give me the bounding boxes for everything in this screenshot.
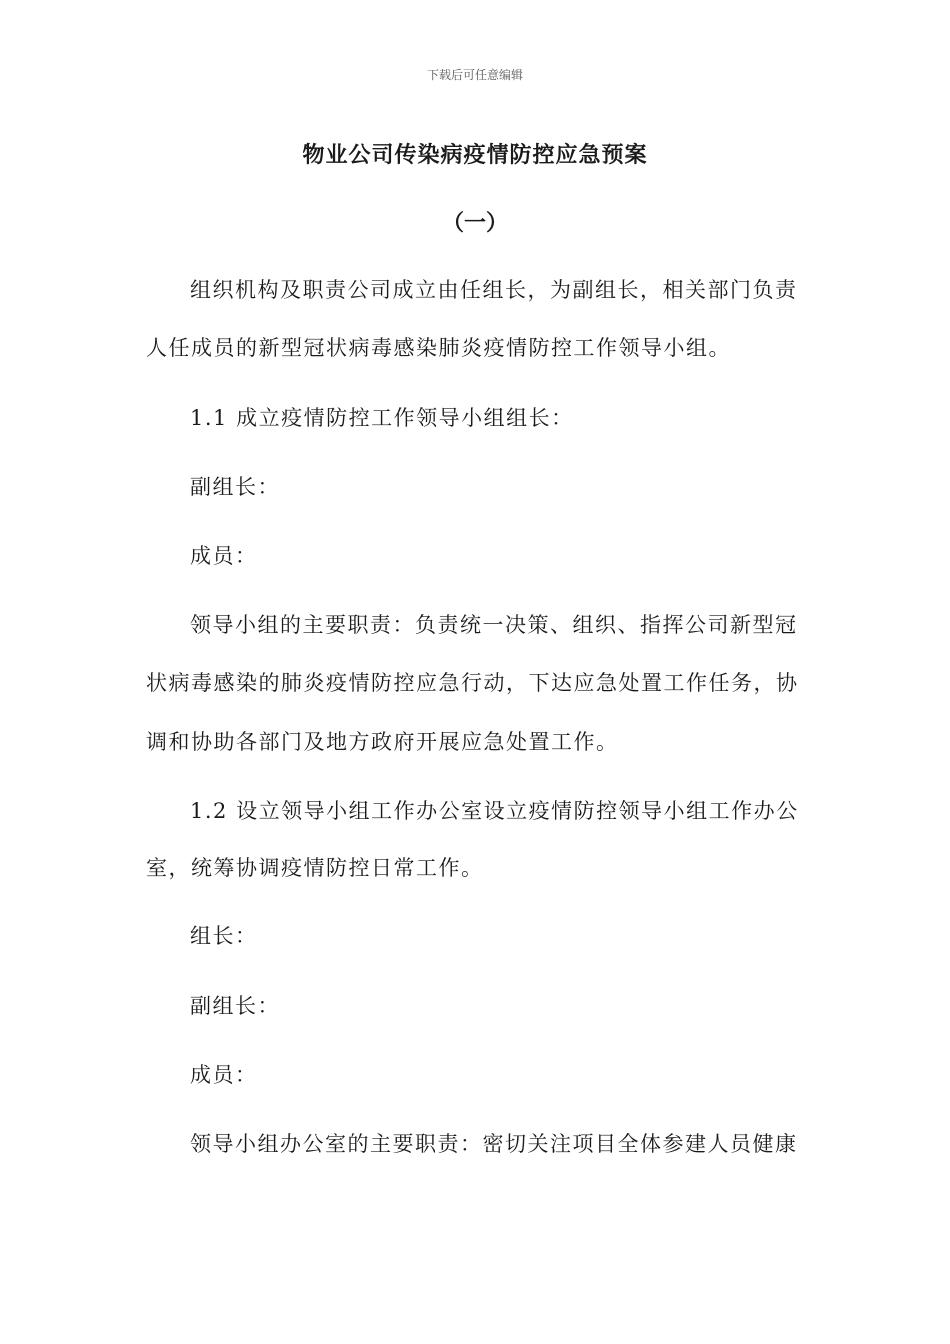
paragraph-line: 人任成员的新型冠状病毒感染肺炎疫情防控工作领导小组。: [146, 336, 731, 360]
paragraph-line: 领导小组办公室的主要职责：密切关注项目全体参建人员健康: [190, 1132, 798, 1156]
section-number: （一）: [441, 211, 508, 236]
paragraph-line: 1.1 成立疫情防控工作领导小组组长：: [190, 406, 574, 430]
paragraph-line: 调和协助各部门及地方政府开展应急处置工作。: [146, 730, 619, 754]
paragraph-line: 状病毒感染的肺炎疫情防控应急行动，下达应急处置工作任务，协: [146, 671, 799, 695]
header-note: 下载后可任意编辑: [426, 68, 523, 82]
paragraph-line: 成员：: [190, 1063, 258, 1087]
paragraph-line: 组长：: [190, 924, 258, 948]
paragraph-line: 1.2 设立领导小组工作办公室设立疫情防控领导小组工作办公: [190, 799, 799, 823]
paragraph-line: 室，统筹协调疫情防控日常工作。: [146, 856, 484, 880]
paragraph-line: 副组长：: [190, 475, 280, 499]
document-title: 物业公司传染病疫情防控应急预案: [302, 143, 648, 168]
paragraph-line: 组织机构及职责公司成立由任组长，为副组长，相关部门负责: [190, 278, 798, 302]
paragraph-line: 领导小组的主要职责：负责统一决策、组织、指挥公司新型冠: [190, 613, 798, 637]
paragraph-line: 副组长：: [190, 994, 280, 1018]
paragraph-line: 成员：: [190, 544, 258, 568]
